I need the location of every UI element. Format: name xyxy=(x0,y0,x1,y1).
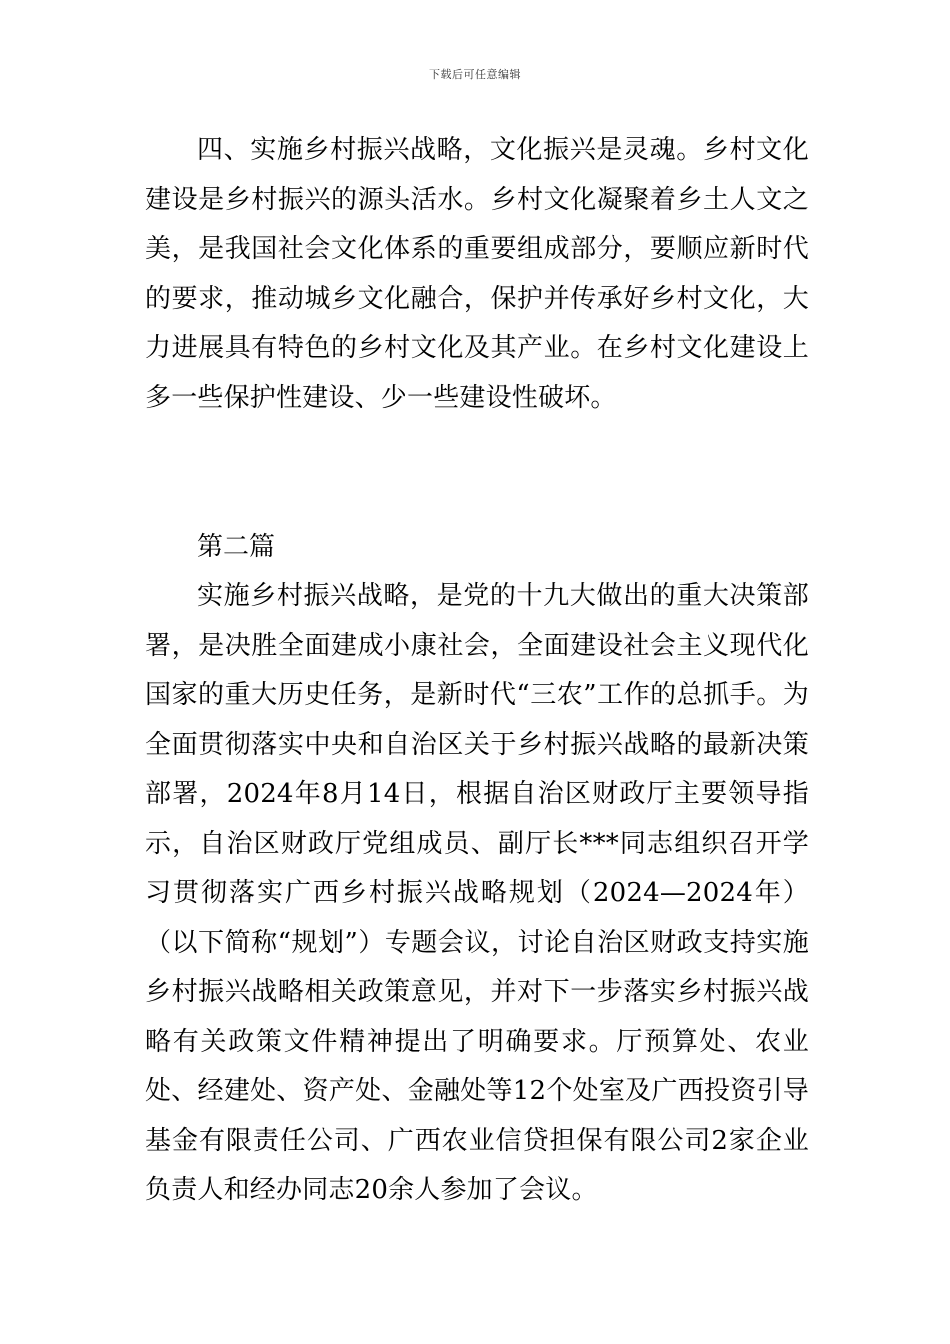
paragraph-culture-revitalization: 四、实施乡村振兴战略，文化振兴是灵魂。乡村文化建设是乡村振兴的源头活水。乡村文化凝聚着乡土人文之美，是我国社会文化体系的重要组成部分，要顺应新时代的要求，推动城乡文化融合，保护并传承好乡村文化，大力进展具有特色的乡村文化及其产业。在乡村文化建设上多一些保护性建设、少一些建设性破坏。 xyxy=(145,135,809,413)
paragraph-rural-revitalization-meeting: 实施乡村振兴战略，是党的十九大做出的重大决策部署，是决胜全面建成小康社会，全面建设社会主义现代化国家的重大历史任务，是新时代“三农”工作的总抓手。为全面贯彻落实中央和自治区关于乡村振兴战略的最新决策部署，2024年8月14日，根据自治区财政厅主要领导指示，自治区财政厅党组成员、副厅长***同志组织召开学习贯彻落实广西乡村振兴战略规划（2024—2024年）（以下简称“规划”）专题会议，讨论自治区财政支持实施乡村振兴战略相关政策意见，并对下一步落实乡村振兴战略有关政策文件精神提出了明确要求。厅预算处、农业处、经建处、资产处、金融处等12个处室及广西投资引导基金有限责任公司、广西农业信贷担保有限公司2家企业负责人和经办同志20余人参加了会议。 xyxy=(145,581,809,1205)
header-note: 下载后可任意编辑 xyxy=(429,68,521,81)
section-title: 第二篇 xyxy=(197,532,276,562)
